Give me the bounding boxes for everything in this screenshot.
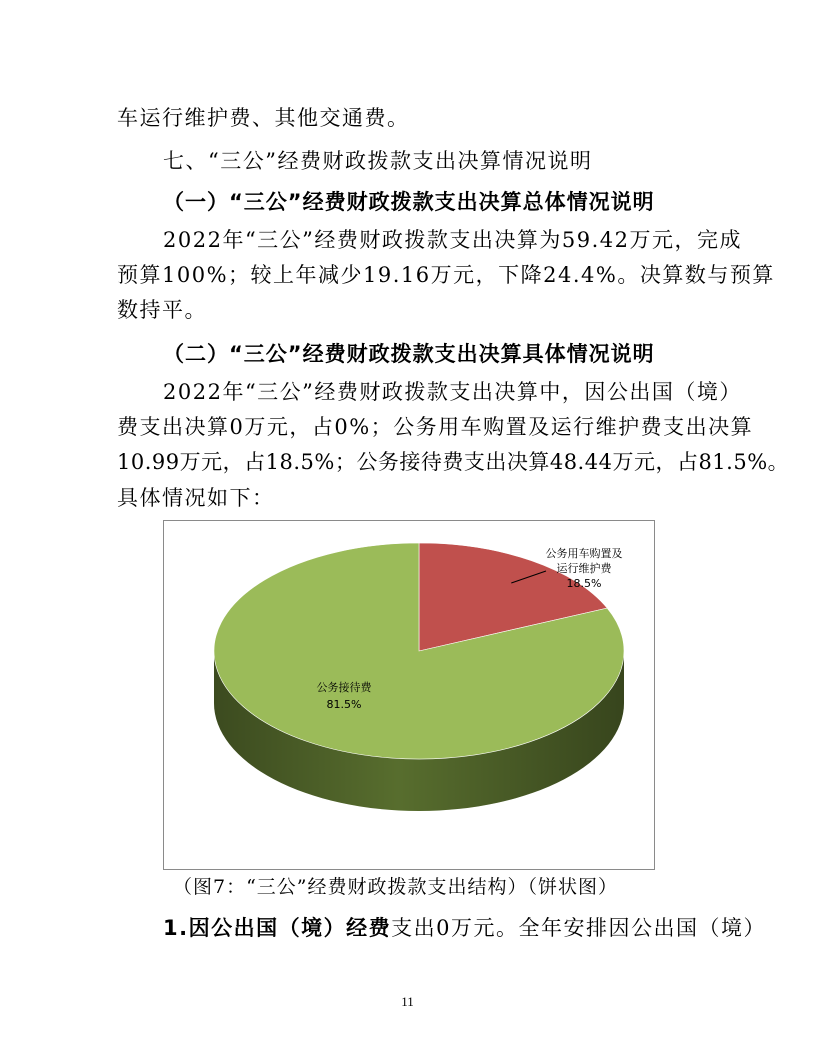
paragraph-overall-line-1: 2022年“三公”经费财政拨款支出决算为59.42万元，完成	[163, 228, 743, 252]
subheading-detail: （二）“三公”经费财政拨款支出决算具体情况说明	[163, 342, 655, 366]
item-1	[163, 914, 766, 942]
paragraph-overall-line-3: 数持平。	[117, 298, 207, 322]
figure-caption: （图7：“三公”经费财政拨款支出结构）（饼状图）	[173, 876, 619, 898]
section-heading: 七、“三公”经费财政拨款支出决算情况说明	[163, 149, 593, 173]
paragraph-detail-line-2: 费支出决算0万元，占0%；公务用车购置及运行维护费支出决算	[117, 415, 754, 439]
paragraph-detail-line-4: 具体情况如下：	[117, 486, 275, 510]
paragraph-detail-line-1: 2022年“三公”经费财政拨款支出决算中，因公出国（境）	[163, 380, 742, 404]
page-number: 11	[401, 994, 414, 1009]
intro-line: 车运行维护费、其他交通费。	[117, 106, 410, 130]
paragraph-overall-line-2: 预算100%；较上年减少19.16万元，下降24.4%。决算数与预算	[117, 263, 775, 287]
slice-value-0: 18.5%	[566, 577, 602, 590]
subheading-overall: （一）“三公”经费财政拨款支出决算总体情况说明	[163, 190, 655, 214]
slice-label-0-line-1: 运行维护费	[556, 562, 612, 575]
slice-value-1: 81.5%	[326, 698, 362, 711]
item-1-heading: 1.因公出国（境）经费	[163, 916, 392, 940]
item-1-text: 支出0万元。全年安排因公出国（境）	[391, 916, 766, 940]
pie-chart	[163, 520, 655, 870]
slice-label-1-line-0: 公务接待费	[316, 681, 372, 694]
paragraph-detail-line-3: 10.99万元，占18.5%；公务接待费支出决算48.44万元，占81.5%。	[117, 450, 790, 474]
slice-label-0-line-0: 公务用车购置及	[545, 547, 623, 560]
